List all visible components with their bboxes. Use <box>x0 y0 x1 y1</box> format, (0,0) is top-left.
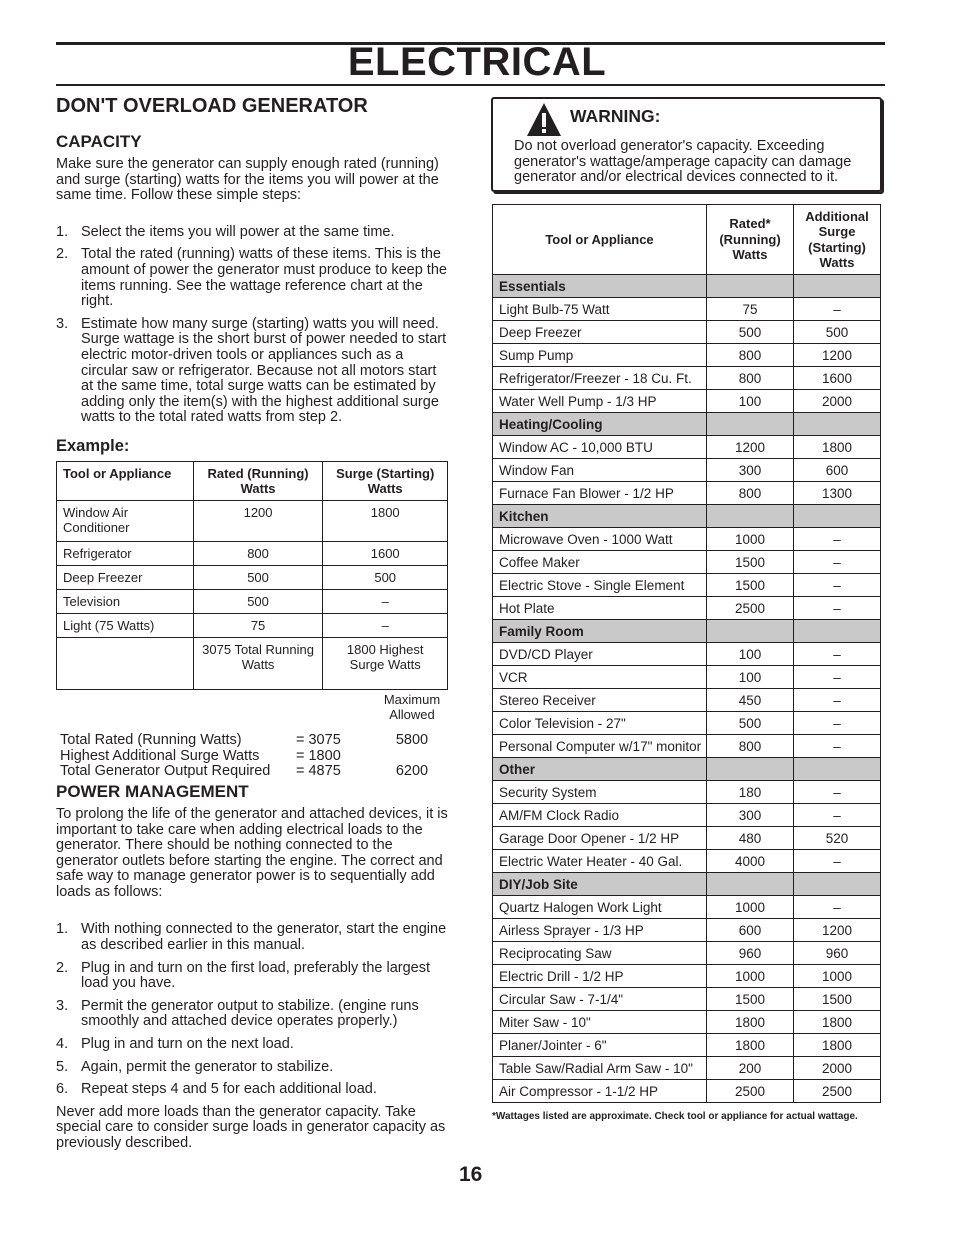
table-row <box>493 781 881 804</box>
table-cell: 1000 <box>707 528 794 551</box>
example-heading: Example: <box>56 436 130 455</box>
table-cell: 180 <box>707 781 794 804</box>
table-cell: 1600 <box>794 367 881 390</box>
table-cell: 300 <box>707 459 794 482</box>
table-cell <box>794 505 881 528</box>
list-item <box>56 1037 451 1053</box>
list-item <box>56 247 451 309</box>
table-cell: 500 <box>794 321 881 344</box>
table-cell <box>57 637 194 689</box>
table-cell: – <box>794 551 881 574</box>
table-cell: Hot Plate <box>493 597 707 620</box>
page-title: ELECTRICAL <box>347 40 607 84</box>
table-cell: – <box>794 666 881 689</box>
total-max: 6200 <box>395 763 429 780</box>
table-row <box>493 1080 881 1103</box>
table-row <box>493 666 881 689</box>
table-cell: Refrigerator/Freezer - 18 Cu. Ft. <box>493 367 707 390</box>
table-row <box>57 637 448 689</box>
table-row <box>493 321 881 344</box>
table-cell: Window Air Conditioner <box>57 500 194 541</box>
table-cell <box>794 275 881 298</box>
table-cell: Light Bulb-75 Watt <box>493 298 707 321</box>
table-cell: Electric Stove - Single Element <box>493 574 707 597</box>
table-cell: 960 <box>794 942 881 965</box>
table-cell: Air Compressor - 1-1/2 HP <box>493 1080 707 1103</box>
table-cell: Quartz Halogen Work Light <box>493 896 707 919</box>
step-text: With nothing connected to the generator, start the engine as described earlier in this manual. <box>81 921 447 954</box>
table-row <box>493 390 881 413</box>
table-cell: 1500 <box>794 988 881 1011</box>
power-steps <box>56 922 451 1097</box>
step-number: 2. <box>56 959 69 976</box>
table-cell: 960 <box>707 942 794 965</box>
warning-title: WARNING: <box>570 106 661 126</box>
step-text: Repeat steps 4 and 5 for each additional load. <box>81 1081 377 1098</box>
table-cell: Light (75 Watts) <box>57 613 194 637</box>
table-cell: Window Fan <box>493 459 707 482</box>
total-label: Highest Additional Surge Watts <box>60 747 260 764</box>
table-cell: Garage Door Opener - 1/2 HP <box>493 827 707 850</box>
list-item <box>56 317 451 426</box>
table-cell: DVD/CD Player <box>493 643 707 666</box>
table-cell: Furnace Fan Blower - 1/2 HP <box>493 482 707 505</box>
table-cell: Reciprocating Saw <box>493 942 707 965</box>
table-cell: 1800 <box>707 1034 794 1057</box>
table-row <box>493 965 881 988</box>
table-row <box>57 565 448 589</box>
table-row <box>493 574 881 597</box>
table-cell: 800 <box>707 344 794 367</box>
table-cell: Electric Drill - 1/2 HP <box>493 965 707 988</box>
table-cell: Television <box>57 589 194 613</box>
table-cell: Color Television - 27" <box>493 712 707 735</box>
table-cell <box>707 758 794 781</box>
table-cell: 100 <box>707 390 794 413</box>
table-cell <box>707 620 794 643</box>
table-header: Surge (Starting) Watts <box>323 461 448 500</box>
capacity-steps <box>56 225 451 426</box>
table-cell: 800 <box>707 482 794 505</box>
category-row <box>493 505 881 528</box>
table-cell <box>707 873 794 896</box>
table-cell: 3075 Total Running Watts <box>193 637 323 689</box>
table-cell: Electric Water Heater - 40 Gal. <box>493 850 707 873</box>
table-cell: 800 <box>193 541 323 565</box>
table-cell: Refrigerator <box>57 541 194 565</box>
total-value: = 1800 <box>296 747 341 764</box>
table-row <box>493 712 881 735</box>
table-cell: 100 <box>707 666 794 689</box>
table-row <box>493 919 881 942</box>
table-cell: 500 <box>193 565 323 589</box>
category-row <box>493 758 881 781</box>
table-row <box>57 589 448 613</box>
table-cell: 600 <box>707 919 794 942</box>
table-cell: Planer/Jointer - 6" <box>493 1034 707 1057</box>
list-item <box>56 1082 451 1098</box>
table-row <box>493 896 881 919</box>
power-closing: Never add more loads than the generator capacity. Take special care to consider surge loads in generator capacity as previously described. <box>56 1103 446 1151</box>
table-cell: 500 <box>707 321 794 344</box>
table-header: Tool or Appliance <box>57 461 194 500</box>
table-cell: 450 <box>707 689 794 712</box>
table-cell: 1200 <box>707 436 794 459</box>
table-cell: 1000 <box>707 965 794 988</box>
list-item <box>56 1060 451 1076</box>
table-row <box>57 500 448 541</box>
table-cell: 1800 <box>794 436 881 459</box>
step-text: Plug in and turn on the next load. <box>81 1036 294 1053</box>
table-row <box>493 551 881 574</box>
table-cell: 2500 <box>707 597 794 620</box>
category-label: Essentials <box>493 275 707 298</box>
table-cell: 1000 <box>794 965 881 988</box>
step-text: Estimate how many surge (starting) watts you will need. Surge wattage is the short burst of power needed to start electric motor-driven tools or appliances such as a circular saw or refrigerator. Because not all motors start at the same time, total surge watts can be estimated by adding only the item(s) with the highest additional surge watts to the total rated watts from step 2. <box>81 315 447 426</box>
table-row <box>493 298 881 321</box>
table-row <box>493 988 881 1011</box>
table-cell: Circular Saw - 7-1/4" <box>493 988 707 1011</box>
table-cell: – <box>794 712 881 735</box>
category-row <box>493 620 881 643</box>
power-heading: POWER MANAGEMENT <box>56 781 249 801</box>
table-cell: Coffee Maker <box>493 551 707 574</box>
table-cell: 300 <box>707 804 794 827</box>
left-column <box>56 95 451 1152</box>
table-cell: Miter Saw - 10" <box>493 1011 707 1034</box>
category-row <box>493 413 881 436</box>
step-text: Select the items you will power at the same time. <box>81 223 395 240</box>
table-cell: – <box>323 589 448 613</box>
category-row <box>493 873 881 896</box>
max-allowed-label: Maximum Allowed <box>383 691 441 722</box>
table-row <box>57 541 448 565</box>
table-cell: – <box>794 896 881 919</box>
list-item <box>56 999 451 1030</box>
table-cell: – <box>323 613 448 637</box>
total-label: Total Rated (Running Watts) <box>60 731 242 748</box>
table-header: Additional Surge (Starting) Watts <box>794 205 881 275</box>
table-cell: – <box>794 735 881 758</box>
table-row <box>493 827 881 850</box>
table-cell: Water Well Pump - 1/3 HP <box>493 390 707 413</box>
table-cell: 2500 <box>794 1080 881 1103</box>
total-label: Total Generator Output Required <box>60 763 271 780</box>
table-cell: 2000 <box>794 1057 881 1080</box>
table-cell: Stereo Receiver <box>493 689 707 712</box>
table-cell: Microwave Oven - 1000 Watt <box>493 528 707 551</box>
table-row <box>57 613 448 637</box>
table-cell: Deep Freezer <box>493 321 707 344</box>
capacity-heading: CAPACITY <box>56 132 142 151</box>
table-header: Rated* (Running) Watts <box>707 205 794 275</box>
table-cell: Window AC - 10,000 BTU <box>493 436 707 459</box>
table-row <box>493 344 881 367</box>
table-row <box>493 850 881 873</box>
step-number: 4. <box>56 1036 69 1053</box>
table-cell: Sump Pump <box>493 344 707 367</box>
table-row <box>493 1057 881 1080</box>
table-header: Rated (Running) Watts <box>193 461 323 500</box>
table-cell: 1200 <box>193 500 323 541</box>
step-number: 6. <box>56 1081 69 1098</box>
list-item <box>56 961 451 992</box>
table-cell: 1200 <box>794 919 881 942</box>
table-cell: – <box>794 643 881 666</box>
category-label: DIY/Job Site <box>493 873 707 896</box>
table-cell: Airless Sprayer - 1/3 HP <box>493 919 707 942</box>
table-cell: 500 <box>323 565 448 589</box>
table-cell: 480 <box>707 827 794 850</box>
title-rule <box>56 84 885 86</box>
table-cell: 75 <box>193 613 323 637</box>
step-text: Permit the generator output to stabilize. (engine runs smoothly and attached device operates properly.) <box>81 997 419 1030</box>
list-item <box>56 922 451 953</box>
table-row <box>493 942 881 965</box>
category-label: Heating/Cooling <box>493 413 707 436</box>
table-cell: 1500 <box>707 574 794 597</box>
table-cell: 2000 <box>794 390 881 413</box>
table-cell: 500 <box>707 712 794 735</box>
table-cell: AM/FM Clock Radio <box>493 804 707 827</box>
total-value: = 3075 <box>296 731 341 748</box>
table-cell: 1500 <box>707 988 794 1011</box>
wattage-footnote: *Wattages listed are approximate. Check tool or appliance for actual wattage. <box>492 1111 858 1122</box>
table-cell: 800 <box>707 735 794 758</box>
table-row <box>493 804 881 827</box>
totals-block <box>56 691 451 780</box>
table-cell: 1800 <box>794 1034 881 1057</box>
wattage-table <box>492 204 881 1103</box>
capacity-intro: Make sure the generator can supply enough rated (running) and surge (starting) watts for the items you will power at the same time. Follow these simple steps: <box>56 156 439 204</box>
table-cell <box>794 620 881 643</box>
table-cell: 4000 <box>707 850 794 873</box>
table-cell: 600 <box>794 459 881 482</box>
table-cell <box>794 758 881 781</box>
step-number: 3. <box>56 315 69 332</box>
power-intro: To prolong the life of the generator and attached devices, it is important to take care when adding electrical loads to the generator. There should be nothing connected to the generator outlets before starting the engine. The correct and safe way to manage generator power is to sequentially add loads as follows: <box>56 805 448 900</box>
table-cell: – <box>794 781 881 804</box>
category-label: Kitchen <box>493 505 707 528</box>
table-cell: – <box>794 689 881 712</box>
example-table <box>56 461 448 690</box>
category-label: Other <box>493 758 707 781</box>
step-number: 2. <box>56 246 69 263</box>
table-cell: Table Saw/Radial Arm Saw - 10" <box>493 1057 707 1080</box>
table-cell: 100 <box>707 643 794 666</box>
table-cell: VCR <box>493 666 707 689</box>
table-cell <box>707 413 794 436</box>
table-cell: Deep Freezer <box>57 565 194 589</box>
total-max: 5800 <box>395 731 429 748</box>
table-cell: 1800 <box>794 1011 881 1034</box>
table-cell: – <box>794 298 881 321</box>
table-cell: – <box>794 597 881 620</box>
table-cell <box>707 275 794 298</box>
table-cell: Security System <box>493 781 707 804</box>
table-row <box>493 1011 881 1034</box>
table-cell: 1300 <box>794 482 881 505</box>
table-row <box>493 459 881 482</box>
table-cell: – <box>794 850 881 873</box>
table-row <box>493 367 881 390</box>
table-cell <box>707 505 794 528</box>
warning-box <box>491 97 882 192</box>
table-row <box>493 689 881 712</box>
table-cell <box>794 413 881 436</box>
table-row <box>493 436 881 459</box>
table-cell: 1800 <box>707 1011 794 1034</box>
table-cell: 2500 <box>707 1080 794 1103</box>
table-cell: 1800 <box>323 500 448 541</box>
category-row <box>493 275 881 298</box>
warning-icon <box>526 102 562 138</box>
table-cell: 520 <box>794 827 881 850</box>
table-cell: 1500 <box>707 551 794 574</box>
list-item <box>56 225 451 241</box>
table-cell: Personal Computer w/17" monitor <box>493 735 707 758</box>
step-number: 3. <box>56 997 69 1014</box>
category-label: Family Room <box>493 620 707 643</box>
table-row <box>493 1034 881 1057</box>
step-number: 1. <box>56 223 69 240</box>
step-text: Total the rated (running) watts of these items. This is the amount of power the generator must produce to keep the items running. See the wattage reference chart at the right. <box>81 246 447 310</box>
warning-text: Do not overload generator's capacity. Exceeding generator's wattage/amperage capacity can damage generator and/or electrical devices connected to it. <box>514 138 852 186</box>
step-number: 5. <box>56 1058 69 1075</box>
step-text: Again, permit the generator to stabilize. <box>81 1058 334 1075</box>
table-row <box>493 482 881 505</box>
table-cell: 1600 <box>323 541 448 565</box>
table-cell: 75 <box>707 298 794 321</box>
table-cell: 1000 <box>707 896 794 919</box>
table-cell: – <box>794 804 881 827</box>
table-row <box>493 528 881 551</box>
table-row <box>493 643 881 666</box>
table-cell: 1800 Highest Surge Watts <box>323 637 448 689</box>
step-number: 1. <box>56 921 69 938</box>
table-cell: 1200 <box>794 344 881 367</box>
table-cell <box>794 873 881 896</box>
table-cell: – <box>794 528 881 551</box>
table-cell: 200 <box>707 1057 794 1080</box>
table-cell: 800 <box>707 367 794 390</box>
table-row <box>493 597 881 620</box>
page-number: 16 <box>459 1163 483 1186</box>
step-text: Plug in and turn on the first load, preferably the largest load you have. <box>81 959 431 992</box>
table-cell: 500 <box>193 589 323 613</box>
table-row <box>493 735 881 758</box>
table-header: Tool or Appliance <box>493 205 707 275</box>
total-value: = 4875 <box>296 763 341 780</box>
table-cell: – <box>794 574 881 597</box>
section-heading: DON'T OVERLOAD GENERATOR <box>56 95 368 117</box>
